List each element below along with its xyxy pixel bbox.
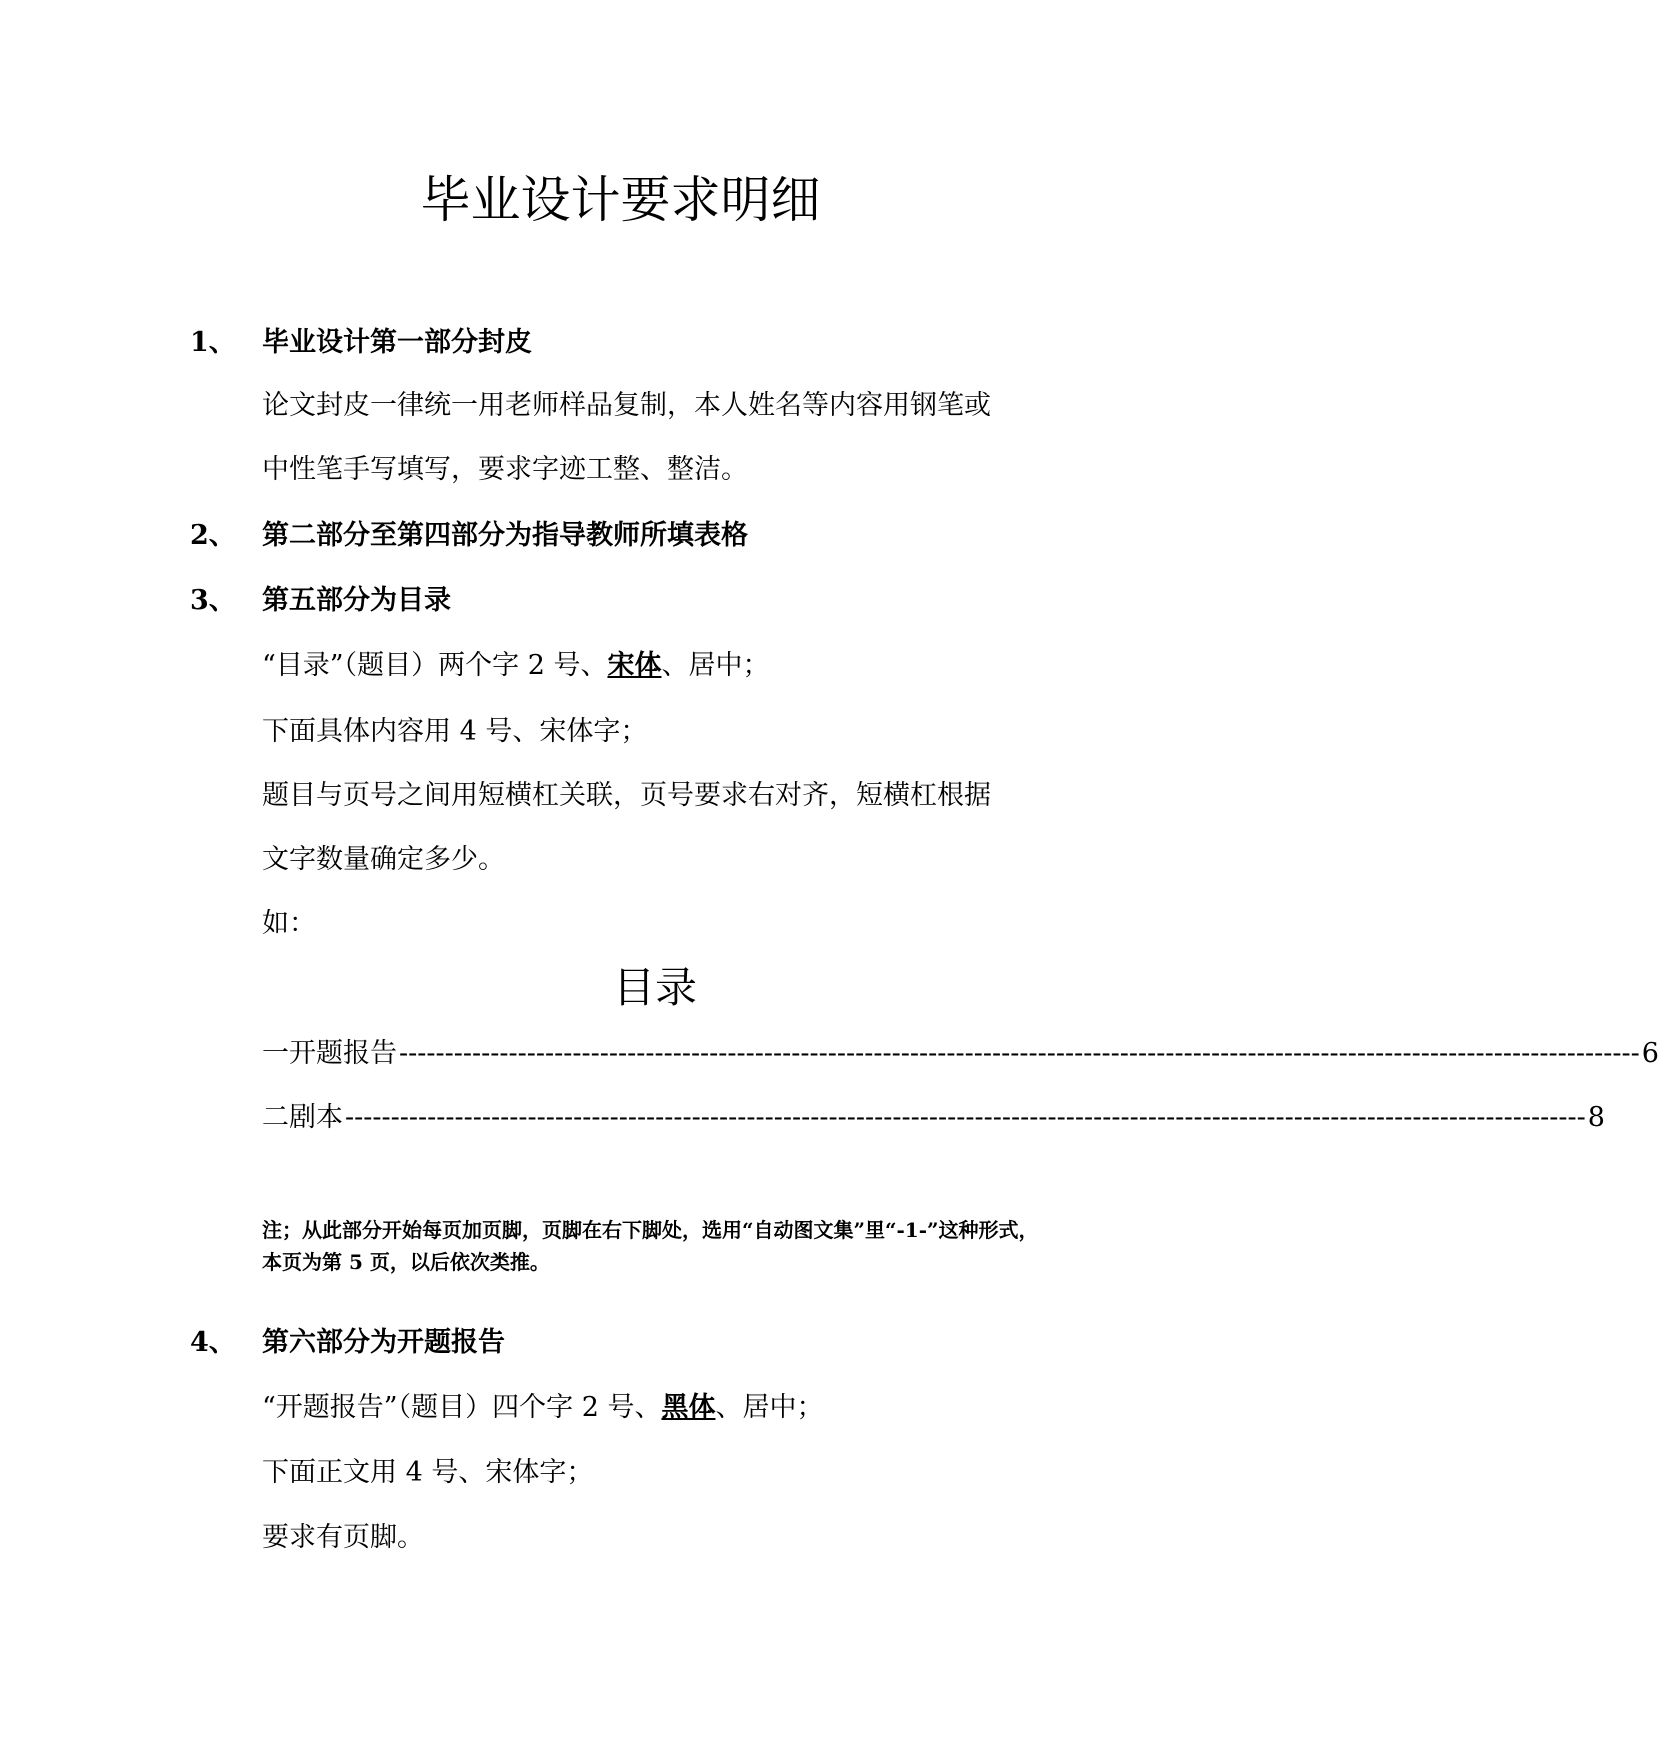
underlined-text: 宋体	[607, 650, 662, 681]
section-title: 第五部分为目录	[262, 585, 451, 616]
paragraph-line: 题目与页号之间用短横杠关联，页号要求右对齐，短横杠根据	[262, 780, 991, 811]
section-title: 毕业设计第一部分封皮	[262, 327, 532, 358]
section-number: 4、	[190, 1327, 236, 1358]
text-run: 、居中；	[715, 1392, 824, 1423]
page-title: 毕业设计要求明细	[420, 171, 821, 229]
paragraph-line	[262, 1390, 823, 1426]
section-number: 3、	[190, 585, 236, 616]
paragraph-line: 下面正文用 4 号、宋体字；	[262, 1457, 594, 1488]
toc-entry-number: 一	[262, 1038, 289, 1069]
paragraph-line: 文字数量确定多少。	[262, 844, 505, 875]
toc-entry	[262, 1100, 1605, 1136]
toc-title: 目录	[612, 963, 697, 1012]
toc-entry-label: 开题报告	[289, 1038, 397, 1069]
section-title: 第六部分为开题报告	[262, 1327, 505, 1358]
paragraph-line: 如：	[262, 908, 316, 939]
paragraph-line: 中性笔手写填写，要求字迹工整、整洁。	[262, 454, 748, 485]
text-run: “目录”（题目）两个字 2 号、	[262, 650, 608, 681]
paragraph-line: 下面具体内容用 4 号、宋体字；	[262, 716, 648, 747]
toc-entry-number: 二	[262, 1102, 289, 1133]
paragraph-line: 论文封皮一律统一用老师样品复制，本人姓名等内容用钢笔或	[262, 390, 991, 421]
section-number: 1、	[190, 327, 236, 358]
text-run: “开题报告”（题目）四个字 2 号、	[262, 1392, 662, 1423]
section-number: 2、	[190, 520, 236, 551]
section-title: 第二部分至第四部分为指导教师所填表格	[262, 520, 748, 551]
toc-entry-page: 8	[1587, 1102, 1605, 1133]
toc-leader: ----------------------------------------------------------------------------------------------------------------------------------------	[345, 1102, 1586, 1133]
underlined-text: 黑体	[661, 1392, 716, 1423]
toc-entry	[262, 1036, 1659, 1072]
note-text: 注；从此部分开始每页加页脚，页脚在右下脚处，选用“自动图文集”里“-1-”这种形式，本页为第 5 页，以后依次类推。	[262, 1218, 1039, 1274]
paragraph-line: 要求有页脚。	[262, 1522, 424, 1553]
toc-leader: ----------------------------------------------------------------------------------------------------------------------------------------	[399, 1038, 1640, 1069]
toc-entry-label: 剧本	[289, 1102, 343, 1133]
toc-entry-page: 6	[1641, 1038, 1659, 1069]
text-run: 、居中；	[661, 650, 770, 681]
paragraph-line	[262, 648, 769, 684]
